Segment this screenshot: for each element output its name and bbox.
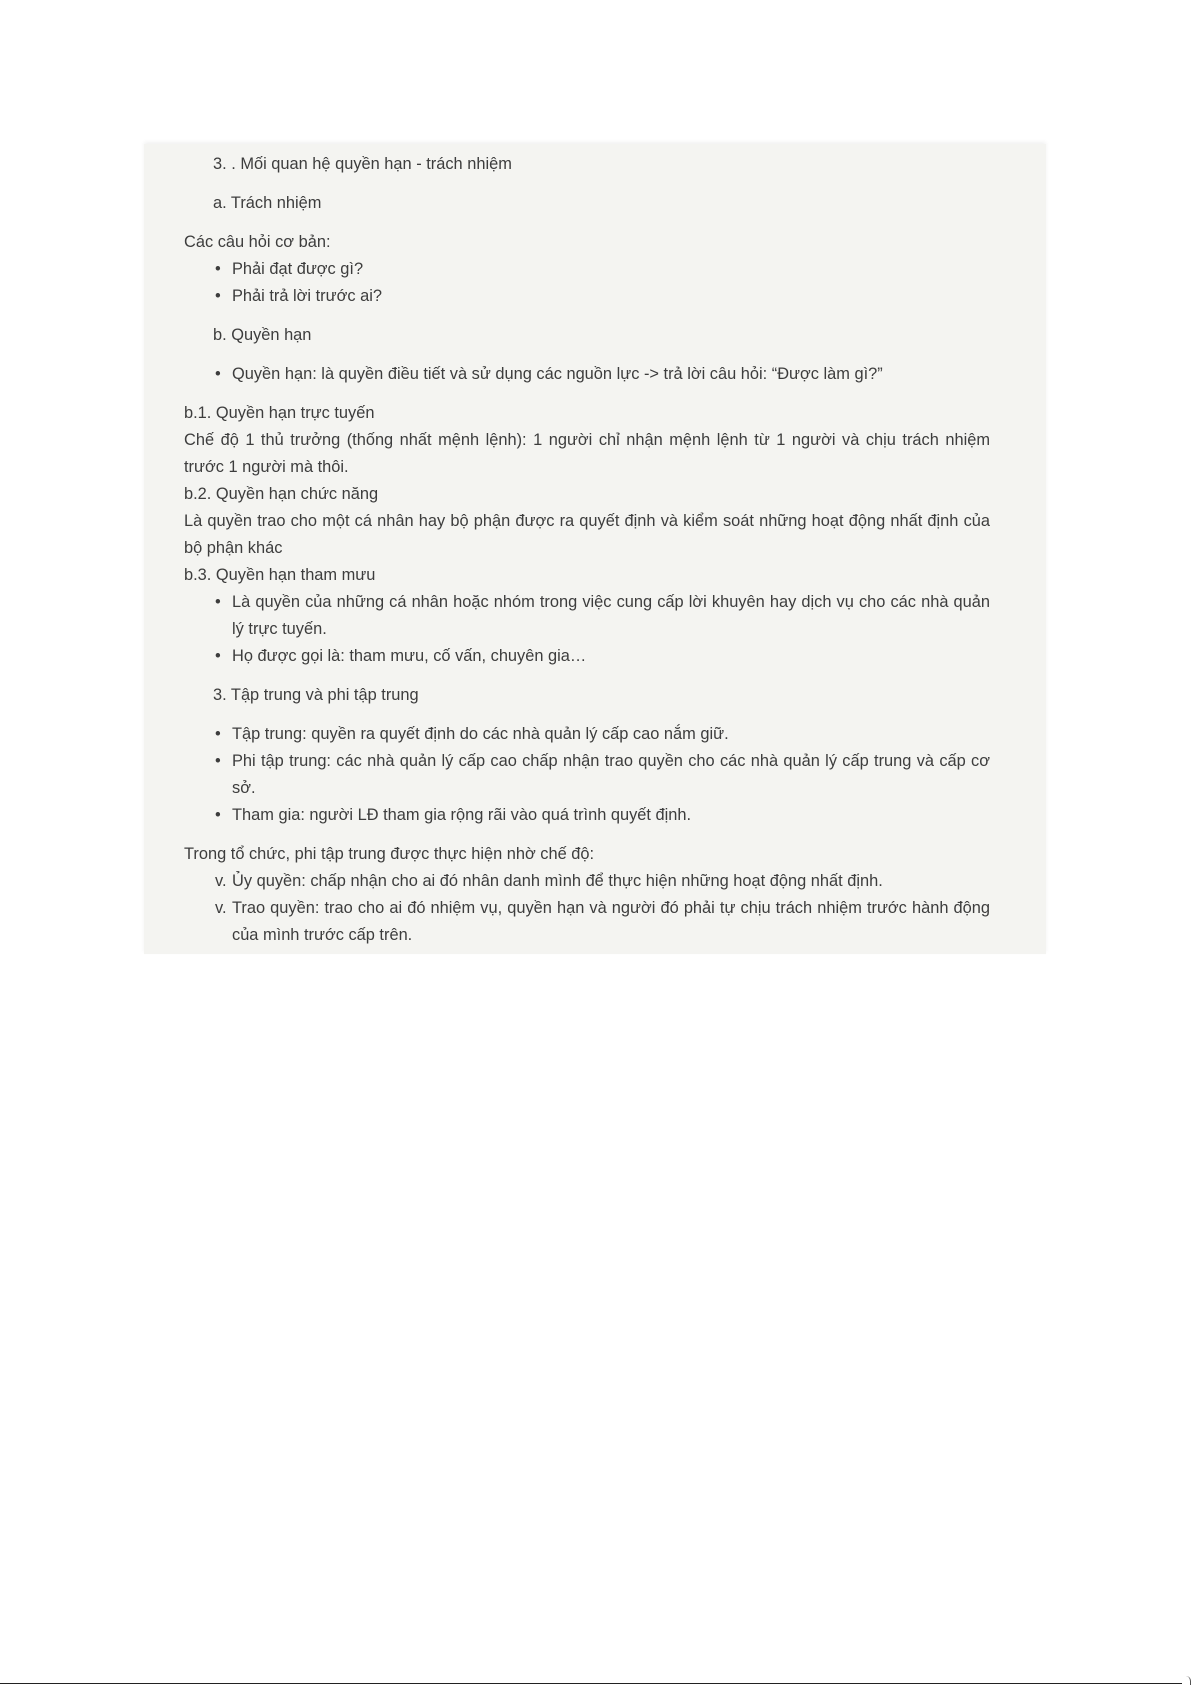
section-3b-heading: 3. Tập trung và phi tập trung [213,686,419,704]
bullet-icon: • [215,365,221,383]
list-item [184,643,990,670]
list-item-text: Ủy quyền: chấp nhận cho ai đó nhân danh mình để thực hiện những hoạt động nhất định. [232,872,883,890]
b1-heading: b.1. Quyền hạn trực tuyến [184,404,375,422]
bullet-icon: • [215,725,221,743]
list-item [184,721,990,748]
bullet-icon: • [215,593,221,611]
page-corner-mark [1186,1676,1191,1685]
bullet-icon: • [215,287,221,305]
bullet-icon: • [215,806,221,824]
list-item [184,748,990,802]
list-item-text: Họ được gọi là: tham mưu, cố vấn, chuyên gia… [232,647,587,665]
bullet-icon: • [215,752,221,770]
bullet-icon: • [215,647,221,665]
list-item-text: Phải trả lời trước ai? [232,287,382,305]
organization-intro: Trong tổ chức, phi tập trung được thực hiện nhờ chế độ: [184,845,595,863]
list-item-text: Phi tập trung: các nhà quản lý cấp cao chấp nhận trao quyền cho các nhà quản lý cấp trung và cấp cơ sở. [232,752,990,797]
list-item-text: Phải đạt được gì? [232,260,364,278]
basic-questions-intro: Các câu hỏi cơ bản: [184,233,331,251]
list-item [184,868,990,895]
list-item-text: Tham gia: người LĐ tham gia rộng rãi vào quá trình quyết định. [232,806,692,824]
list-item-text: Tập trung: quyền ra quyết định do các nhà quản lý cấp cao nắm giữ. [232,725,729,743]
list-item [184,361,990,388]
page-bottom-rule [0,1683,1182,1684]
section-3-heading: 3. . Mối quan hệ quyền hạn - trách nhiệm [213,155,512,173]
list-item [184,802,990,829]
b2-heading: b.2. Quyền hạn chức năng [184,485,379,503]
b3-heading: b.3. Quyền hạn tham mưu [184,566,376,584]
list-item [184,256,990,283]
v-marker: v. [215,899,227,917]
b1-paragraph: Chế độ 1 thủ trưởng (thống nhất mệnh lệnh): 1 người chỉ nhận mệnh lệnh từ 1 người và chịu trách nhiệm trước 1 người mà thôi. [184,431,990,476]
document-content-box [144,144,1046,954]
document-body [184,151,990,949]
list-item [184,589,990,643]
v-marker: v. [215,872,227,890]
b2-paragraph: Là quyền trao cho một cá nhân hay bộ phận được ra quyết định và kiểm soát những hoạt động nhất định của bộ phận khác [184,512,990,557]
section-a-heading: a. Trách nhiệm [213,194,322,212]
bullet-icon: • [215,260,221,278]
list-item-text: Là quyền của những cá nhân hoặc nhóm trong việc cung cấp lời khuyên hay dịch vụ cho các nhà quản lý trực tuyến. [232,593,990,638]
list-item-text: Trao quyền: trao cho ai đó nhiệm vụ, quyền hạn và người đó phải tự chịu trách nhiệm trước hành động của mình trước cấp trên. [232,899,990,944]
list-item [184,283,990,310]
section-b-heading: b. Quyền hạn [213,326,312,344]
list-item [184,895,990,949]
list-item-text: Quyền hạn: là quyền điều tiết và sử dụng các nguồn lực -> trả lời câu hỏi: “Được làm gì?” [232,365,883,383]
